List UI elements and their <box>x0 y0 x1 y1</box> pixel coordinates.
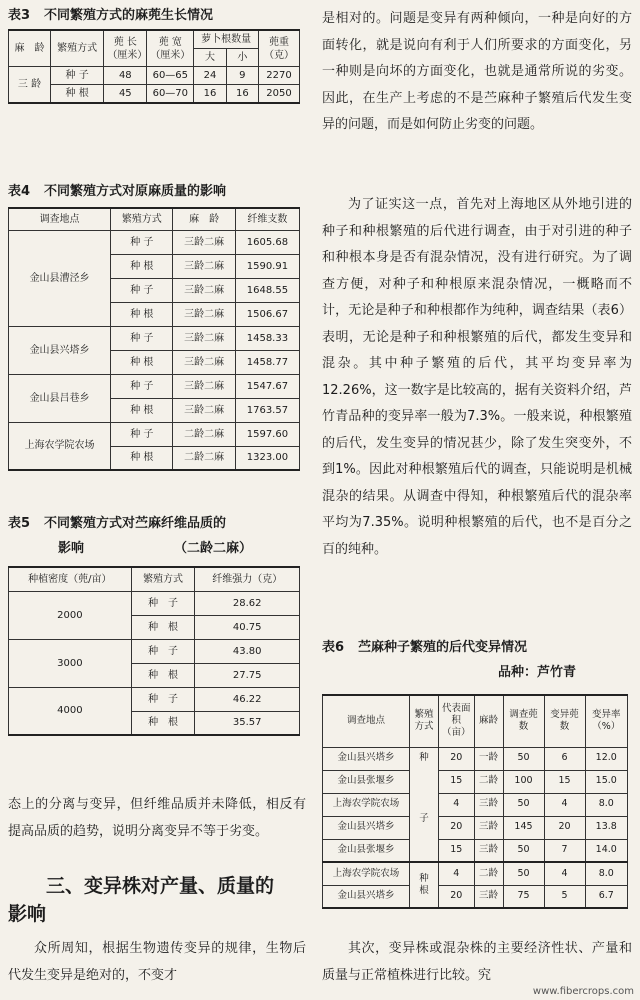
t4-cell: 种 子 <box>111 326 173 350</box>
t6-cell: 50 <box>503 839 544 862</box>
t5-cell: 种 子 <box>131 591 195 615</box>
table4-number: 表4 <box>8 184 31 199</box>
t6-h-age: 麻龄 <box>474 695 503 747</box>
t4-cell: 种 子 <box>111 374 173 398</box>
t4-cell: 种 根 <box>111 446 173 470</box>
t4-cell: 1605.68 <box>235 230 299 254</box>
t6-cell: 12.0 <box>585 747 628 770</box>
t6-cell: 5 <box>544 885 585 908</box>
t4-cell: 三龄二麻 <box>173 230 235 254</box>
t4-cell: 三龄二麻 <box>173 278 235 302</box>
t6-cell: 6 <box>544 747 585 770</box>
t6-cell: 三龄 <box>474 793 503 816</box>
t4-h-location: 调查地点 <box>9 208 111 230</box>
watermark-text: www.fibercrops.com <box>532 986 634 997</box>
table6-variety: 品种：芦竹青 <box>498 665 577 680</box>
table4-title-text: 不同繁殖方式对原麻质量的影响 <box>44 184 227 199</box>
t5-cell: 种 根 <box>131 615 195 639</box>
t3-cell: 2050 <box>259 85 300 104</box>
t4-cell: 二龄二麻 <box>173 446 235 470</box>
t6-h-area: 代表面积（亩） <box>439 695 475 747</box>
t6-cell: 8.0 <box>585 862 628 885</box>
t6-seed-label <box>410 747 439 862</box>
t6-cell: 金山县兴塔乡 <box>323 885 410 908</box>
section-heading <box>8 872 308 928</box>
t6-cell: 15 <box>439 839 475 862</box>
t6-seed-char1: 种 <box>419 751 429 763</box>
t3-h-width: 蔸 宽（厘米） <box>147 30 194 67</box>
t3-age-value: 三 龄 <box>9 67 51 104</box>
t5-cell: 种 子 <box>131 687 195 711</box>
t4-cell: 种 子 <box>111 278 173 302</box>
t6-cell: 金山县兴塔乡 <box>323 816 410 839</box>
t4-cell: 1506.67 <box>235 302 299 326</box>
t3-cell: 60—70 <box>147 85 194 104</box>
section-heading-line1: 三、变异株对产量、质量的 <box>46 875 275 897</box>
table5-title-2 <box>8 537 308 556</box>
table3-title-text: 不同繁殖方式的麻蔸生长情况 <box>44 8 214 23</box>
t6-cell: 4 <box>544 862 585 885</box>
t5-density: 3000 <box>9 639 132 687</box>
table5-note: （二龄二麻） <box>174 541 253 556</box>
t4-cell: 1458.33 <box>235 326 299 350</box>
left-paragraph-1: 态上的分离与变异，但纤维品质并未降低，相反有提高品质的趋势，说明分离变异不等于劣变。 <box>8 797 306 839</box>
t6-cell: 15.0 <box>585 770 628 793</box>
t6-cell: 15 <box>439 770 475 793</box>
t5-h-density: 种植密度（蔸/亩） <box>9 567 132 591</box>
t3-cell: 种 根 <box>50 85 103 104</box>
t5-cell: 35.57 <box>195 711 300 735</box>
t5-cell: 28.62 <box>195 591 300 615</box>
t4-cell: 种 根 <box>111 350 173 374</box>
t5-cell: 43.80 <box>195 639 300 663</box>
table3-title <box>8 4 308 23</box>
t6-cell: 上海农学院农场 <box>323 862 410 885</box>
t6-cell: 14.0 <box>585 839 628 862</box>
t6-cell: 50 <box>503 747 544 770</box>
t4-cell: 三龄二麻 <box>173 398 235 422</box>
t4-location: 上海农学院农场 <box>9 422 111 470</box>
t3-cell: 60—65 <box>147 67 194 85</box>
t4-cell: 三龄二麻 <box>173 374 235 398</box>
t5-cell: 40.75 <box>195 615 300 639</box>
t6-cell: 三龄 <box>474 839 503 862</box>
t6-cell: 二龄 <box>474 770 503 793</box>
t4-location: 金山县漕泾乡 <box>9 230 111 326</box>
table6 <box>322 694 628 909</box>
table5-block <box>8 512 308 736</box>
t4-location: 金山县兴塔乡 <box>9 326 111 374</box>
t3-cell: 16 <box>194 85 226 104</box>
t3-h-radish: 萝卜根数量 <box>194 30 259 49</box>
t6-cell: 20 <box>544 816 585 839</box>
t6-cell: 8.0 <box>585 793 628 816</box>
t6-cell: 20 <box>439 747 475 770</box>
t4-cell: 种 子 <box>111 422 173 446</box>
t6-h-method: 繁殖方式 <box>410 695 439 747</box>
t6-root-char2: 根 <box>419 885 429 896</box>
t4-cell: 1590.91 <box>235 254 299 278</box>
t4-cell: 三龄二麻 <box>173 302 235 326</box>
t6-cell: 20 <box>439 885 475 908</box>
t4-h-age: 麻 龄 <box>173 208 235 230</box>
t6-h-survey: 调查蔸数 <box>503 695 544 747</box>
t4-cell: 1323.00 <box>235 446 299 470</box>
t5-cell: 种 根 <box>131 711 195 735</box>
t3-h-girth: 蔸 长（厘米） <box>104 30 147 67</box>
table3-block <box>8 4 308 104</box>
t6-cell: 上海农学院农场 <box>323 793 410 816</box>
t3-h-big: 大 <box>194 49 226 67</box>
t3-cell: 种 子 <box>50 67 103 85</box>
t4-cell: 种 根 <box>111 302 173 326</box>
t6-cell: 4 <box>544 793 585 816</box>
t6-h-rate: 变异率（%） <box>585 695 628 747</box>
t6-cell: 三龄 <box>474 885 503 908</box>
t4-cell: 三龄二麻 <box>173 254 235 278</box>
t4-cell: 种 根 <box>111 398 173 422</box>
t5-cell: 46.22 <box>195 687 300 711</box>
t6-cell: 二龄 <box>474 862 503 885</box>
t5-h-method: 繁殖方式 <box>131 567 195 591</box>
t3-cell: 45 <box>104 85 147 104</box>
t5-cell: 种 根 <box>131 663 195 687</box>
table6-number: 表6 <box>322 640 345 655</box>
t4-cell: 1763.57 <box>235 398 299 422</box>
t3-h-age: 麻 龄 <box>9 30 51 67</box>
t6-cell: 4 <box>439 793 475 816</box>
table4-block <box>8 180 308 471</box>
t6-cell: 三龄 <box>474 816 503 839</box>
table6-title-text: 苎麻种子繁殖的后代变异情况 <box>358 640 528 655</box>
table5-title-line2: 影响 <box>58 541 85 556</box>
t4-cell: 1648.55 <box>235 278 299 302</box>
table4 <box>8 207 300 471</box>
table4-title <box>8 180 308 199</box>
t6-cell: 4 <box>439 862 475 885</box>
t4-h-method: 繁殖方式 <box>111 208 173 230</box>
t6-h-mutant: 变异蔸数 <box>544 695 585 747</box>
t3-cell: 16 <box>226 85 258 104</box>
t3-h-method: 繁殖方式 <box>50 30 103 67</box>
table5-title-line1: 不同繁殖方式对苎麻纤维品质的 <box>44 516 227 531</box>
t3-cell: 24 <box>194 67 226 85</box>
t4-cell: 种 子 <box>111 230 173 254</box>
t6-cell: 15 <box>544 770 585 793</box>
table3 <box>8 29 300 104</box>
t6-root-char1: 种 <box>419 872 429 884</box>
table3-number: 表3 <box>8 8 31 23</box>
t6-cell: 7 <box>544 839 585 862</box>
t3-cell: 2270 <box>259 67 300 85</box>
table5 <box>8 566 300 736</box>
right-paragraph-1: 是相对的。问题是变异有两种倾向，一种是向好的方面转化，就是说向有利于人们所要求的方面变化，另一种则是向坏的方面变化，也就是通常所说的劣变。因此，在生产上考虑的不是苎麻种子繁殖后代发生变异的问题，而是如何防止劣变的问题。 <box>322 11 632 132</box>
t6-cell: 金山县兴塔乡 <box>323 747 410 770</box>
t5-density: 2000 <box>9 591 132 639</box>
t6-cell: 145 <box>503 816 544 839</box>
t4-cell: 1547.67 <box>235 374 299 398</box>
t4-cell: 1597.60 <box>235 422 299 446</box>
t6-cell: 一龄 <box>474 747 503 770</box>
right-paragraph-2: 为了证实这一点，首先对上海地区从外地引进的种子和种根繁殖的后代进行调查，由于对引进的种子和种根本身是否有混杂情况，没有进行研究。为了调查方便，对种子和种根原来混杂情况，一概略而不计，无论是种子和种根都作为纯种，调查结果（表6）表明，无论是种子和种根繁殖的后代，都发生变异和混杂。其中种子繁殖的后代，其平均变异率为12.26%，这一数字是比较高的，据有关资料介绍，芦竹青品种的变异率一般为7.3%。一般来说，种根繁殖的后代，发生变异的情况甚少，除了发生突变外，不到1%。因此对种根繁殖后代的调查，只能说明是机械混杂的结果。从调查中得知，种根繁殖后代的混杂率平均为7.35%。说明种根繁殖的后代，也不是百分之百的纯种。 <box>322 197 632 557</box>
t4-cell: 三龄二麻 <box>173 350 235 374</box>
t6-cell: 50 <box>503 793 544 816</box>
t6-cell: 6.7 <box>585 885 628 908</box>
t5-cell: 种 子 <box>131 639 195 663</box>
t6-cell: 金山县张堰乡 <box>323 770 410 793</box>
t4-cell: 种 根 <box>111 254 173 278</box>
t6-cell: 13.8 <box>585 816 628 839</box>
t4-cell: 三龄二麻 <box>173 326 235 350</box>
t4-h-count: 纤维支数 <box>235 208 299 230</box>
t3-h-weight: 蔸重（克） <box>259 30 300 67</box>
t6-h-location: 调查地点 <box>323 695 410 747</box>
t3-cell: 48 <box>104 67 147 85</box>
t6-cell: 75 <box>503 885 544 908</box>
table5-number: 表5 <box>8 516 31 531</box>
t5-h-strength: 纤维强力（克） <box>195 567 300 591</box>
t5-density: 4000 <box>9 687 132 735</box>
section-heading-line2: 影响 <box>8 903 47 925</box>
t4-cell: 1458.77 <box>235 350 299 374</box>
t6-root-label <box>410 862 439 908</box>
table6-title <box>322 636 634 655</box>
table6-block <box>322 636 634 909</box>
left-paragraph-2: 众所周知，根据生物遗传变异的规律，生物后代发生变异是绝对的，不变才 <box>8 941 306 983</box>
t6-cell: 50 <box>503 862 544 885</box>
t6-seed-char2: 子 <box>419 813 429 825</box>
t5-cell: 27.75 <box>195 663 300 687</box>
table5-title <box>8 512 308 531</box>
t3-cell: 9 <box>226 67 258 85</box>
t6-cell: 20 <box>439 816 475 839</box>
t6-cell: 金山县张堰乡 <box>323 839 410 862</box>
t3-h-small: 小 <box>226 49 258 67</box>
t4-cell: 二龄二麻 <box>173 422 235 446</box>
t4-location: 金山县吕巷乡 <box>9 374 111 422</box>
t6-cell: 100 <box>503 770 544 793</box>
right-paragraph-3: 其次，变异株或混杂株的主要经济性状、产量和质量与正常植株进行比较。究 <box>322 941 632 983</box>
